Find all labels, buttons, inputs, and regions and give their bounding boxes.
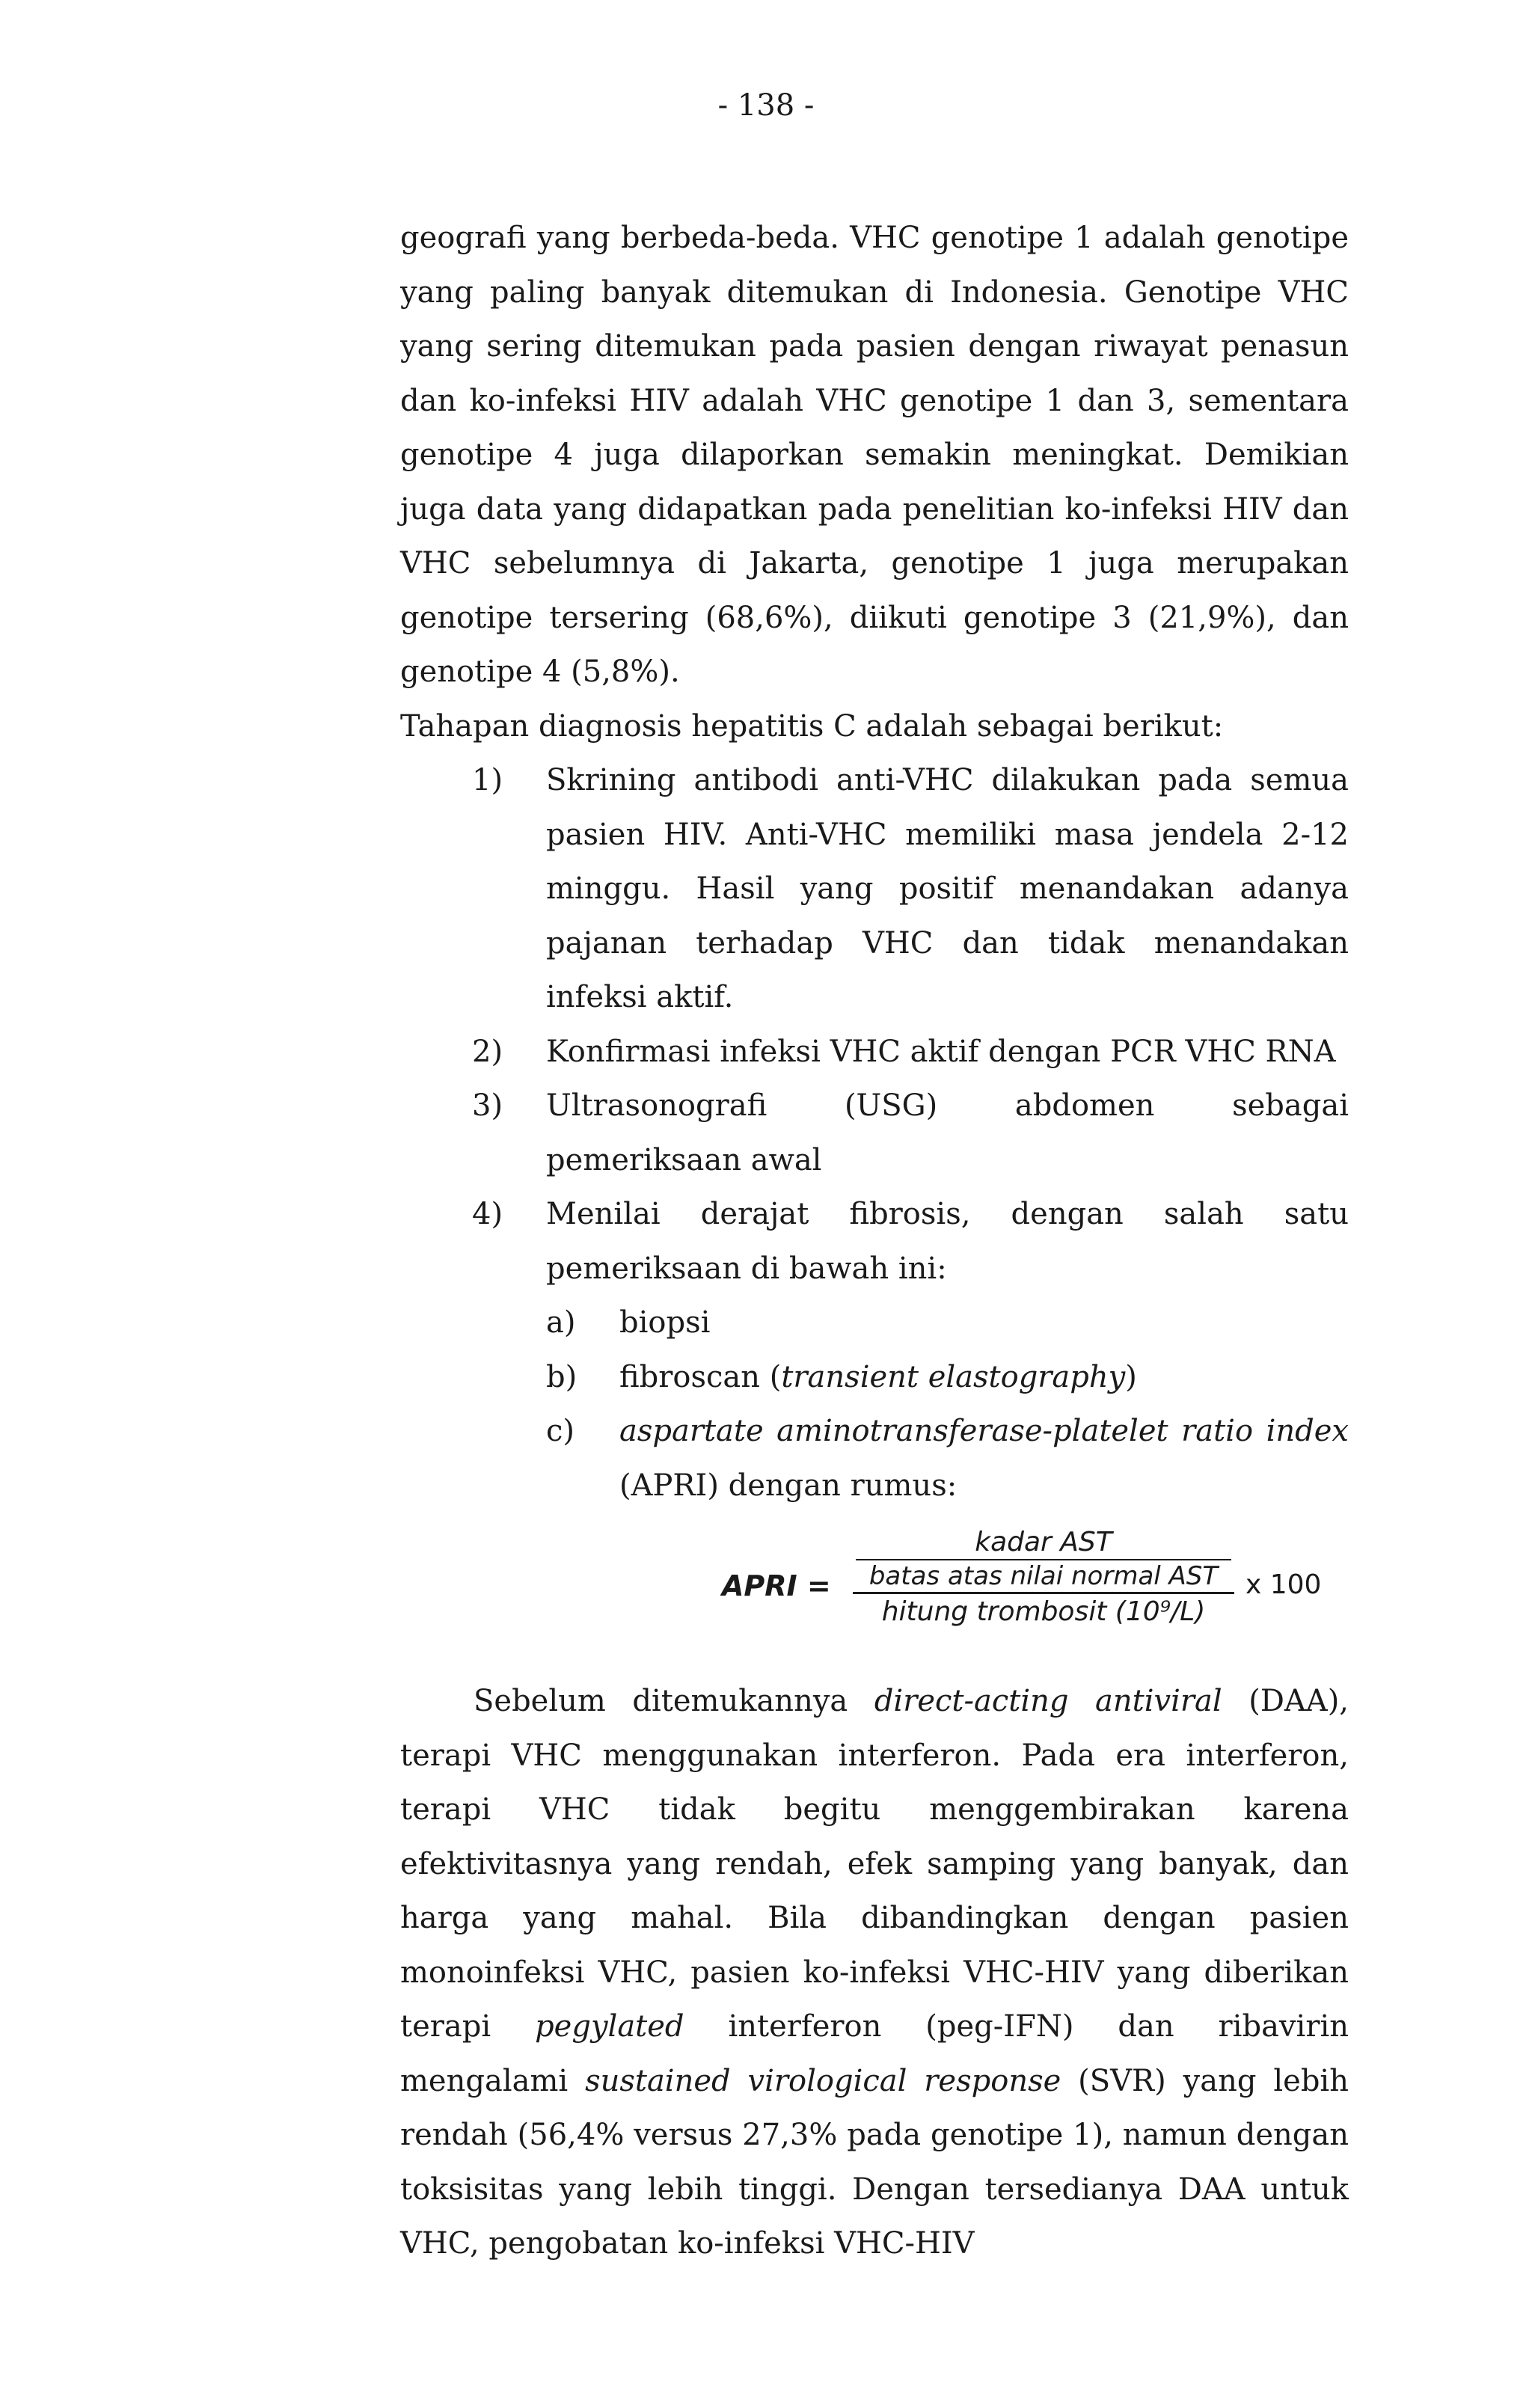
list-number: 3) — [472, 1088, 503, 1123]
list-item-text: Menilai derajat fibrosis, dengan salah satu pemeriksaan di bawah ini: — [546, 1197, 1349, 1286]
list-item — [400, 1187, 1349, 1296]
list-item-text: Skrining antibodi anti-VHC dilakukan pada semua pasien HIV. Anti-VHC memiliki masa jendela 2-12 minggu. Hasil yang positif menandakan adanya pajanan terhadap VHC dan tidak menandakan infeksi aktif. — [546, 763, 1349, 1014]
formula-rhs: x 100 — [1245, 1569, 1322, 1600]
sub-list-text — [619, 1350, 1349, 1405]
list-number: 1) — [472, 763, 503, 797]
paragraph-therapy — [400, 1674, 1349, 2271]
formula-denominator: hitung trombosit (10⁹/L) — [881, 1596, 1206, 1627]
therapy-text: Sebelum ditemukannya — [474, 1684, 874, 1718]
therapy-text: interferon (peg-IFN) dan ribavirin mengalami — [400, 2009, 1349, 2098]
therapy-italic: sustained virological response — [585, 2063, 1061, 2098]
sub-list-letter: b) — [546, 1359, 577, 1394]
fibroscan-italic: transient elastography — [781, 1359, 1126, 1394]
sub-list-text — [619, 1404, 1349, 1513]
therapy-italic: pegylated — [535, 2009, 684, 2044]
diagnosis-steps-list — [400, 753, 1349, 1513]
fibroscan-close: ) — [1125, 1359, 1137, 1394]
list-number: 2) — [472, 1034, 503, 1069]
fibroscan-text: fibroscan ( — [619, 1359, 782, 1394]
therapy-italic: direct-acting antiviral — [874, 1684, 1222, 1718]
sub-list-letter: c) — [546, 1414, 575, 1448]
sub-list-item — [546, 1404, 1349, 1513]
sub-list-item — [546, 1350, 1349, 1405]
formula-lhs: APRI = — [722, 1569, 831, 1602]
list-item — [400, 1025, 1349, 1079]
paragraph-genotype: geografi yang berbeda-beda. VHC genotipe 1 adalah genotipe yang paling banyak ditemukan di Indonesia. Genotipe VHC yang sering ditemukan pada pasien dengan riwayat penasun dan ko-infeksi HIV adalah VHC genotipe 1 dan 3, sementara genotipe 4 juga dilaporkan semakin meningkat. Demikian juga data yang didapatkan pada penelitian ko-infeksi HIV dan VHC sebelumnya di Jakarta, genotipe 1 juga merupakan genotipe tersering (68,6%), diikuti genotipe 3 (21,9%), dan genotipe 4 (5,8%). — [400, 221, 1349, 689]
therapy-text: (SVR) yang lebih rendah (56,4% versus 27,3% pada genotipe 1), namun dengan toksisitas yang lebih tinggi. Dengan tersedianya DAA untuk VHC, pengobatan ko-infeksi VHC-HIV — [400, 2063, 1349, 2261]
list-item — [400, 753, 1349, 1025]
apri-italic: aspartate aminotransferase-platelet ratio index — [619, 1414, 1349, 1448]
formula-fraction — [853, 1526, 1234, 1630]
list-item-text: Konfirmasi infeksi VHC aktif dengan PCR VHC RNA — [546, 1034, 1336, 1069]
list-number: 4) — [472, 1197, 503, 1231]
sub-list-item — [546, 1296, 1349, 1350]
formula-sub-denominator: batas atas nilai normal AST — [868, 1561, 1219, 1591]
sub-list-text: biopsi — [619, 1305, 711, 1340]
list-item-text: Ultrasonografi (USG) abdomen sebagai pemeriksaan awal — [546, 1088, 1349, 1177]
formula-numerator: kadar AST — [975, 1527, 1112, 1557]
diagnosis-intro: Tahapan diagnosis hepatitis C adalah sebagai berikut: — [400, 709, 1224, 744]
page-number: - 138 - — [717, 88, 815, 123]
apri-formula — [722, 1526, 1350, 1638]
apri-text: (APRI) dengan rumus: — [619, 1468, 958, 1503]
therapy-text: (DAA), terapi VHC menggunakan interferon. Pada era interferon, terapi VHC tidak begitu menggembirakan karena efektivitasnya yang rendah, efek samping yang banyak, dan harga yang mahal. Bila dibandingkan dengan pasien monoinfeksi VHC, pasien ko-infeksi VHC-HIV yang diberikan terapi — [400, 1684, 1349, 2044]
list-item — [400, 1079, 1349, 1187]
sub-list-letter: a) — [546, 1305, 576, 1340]
